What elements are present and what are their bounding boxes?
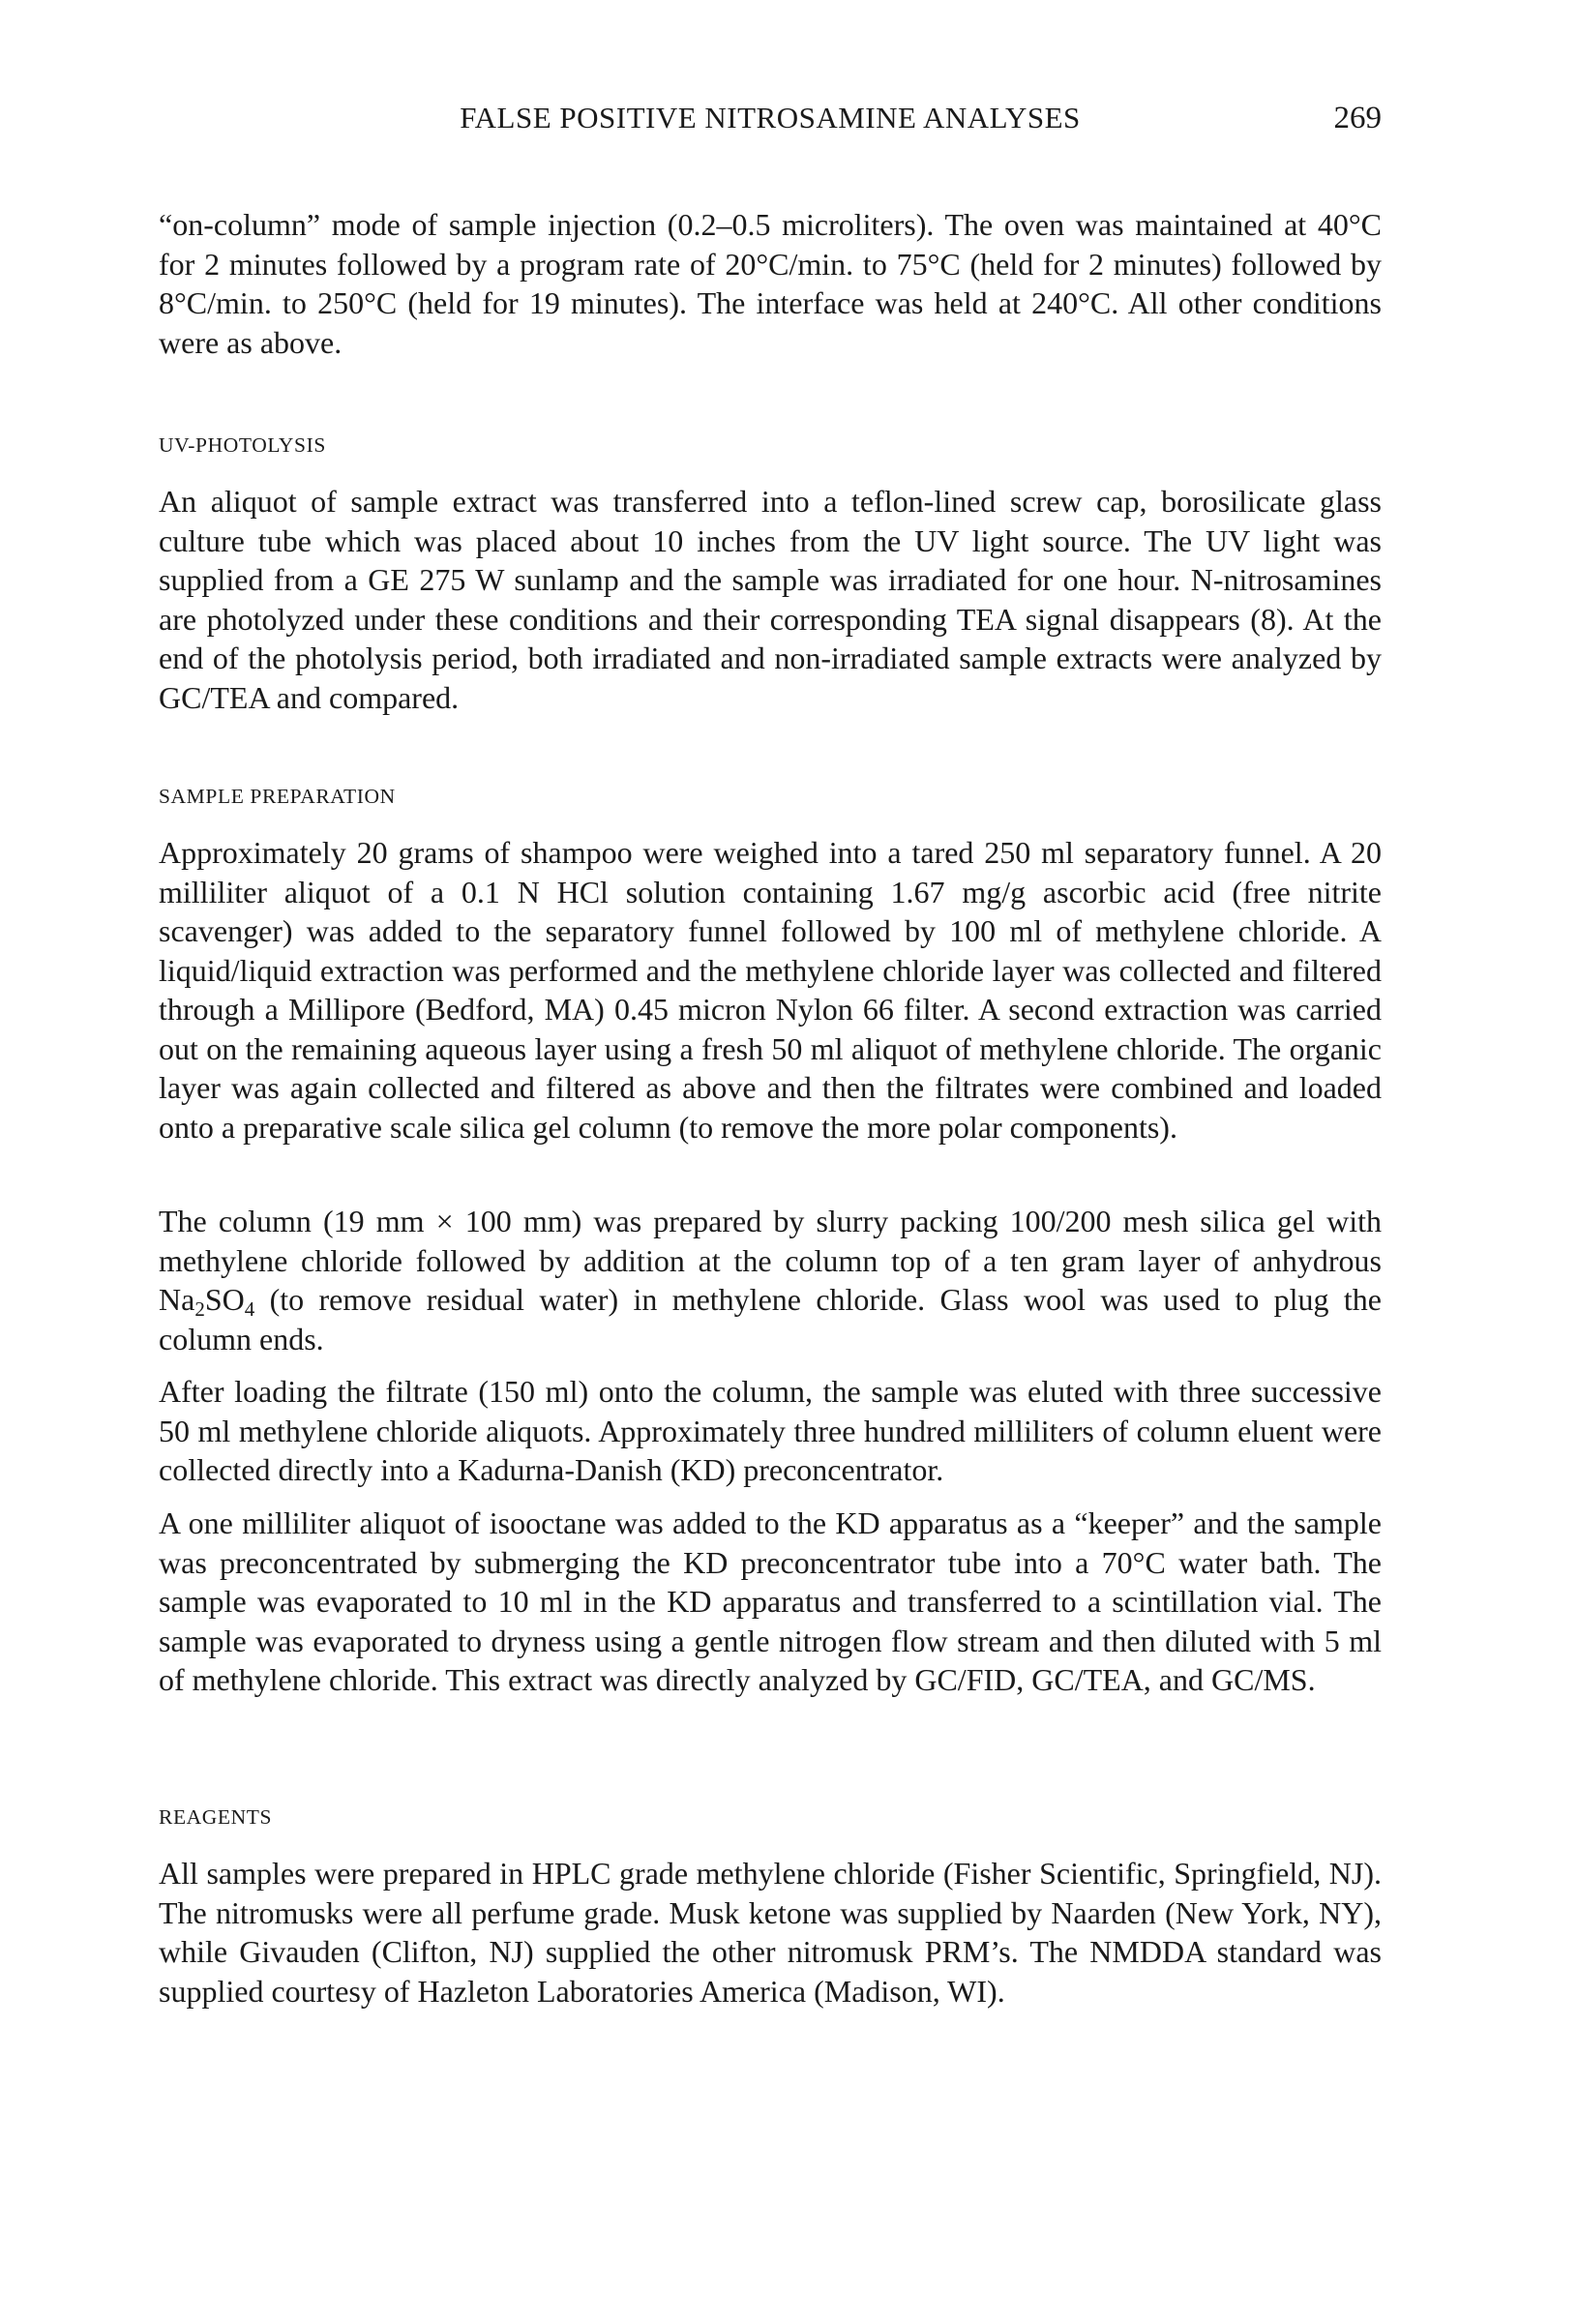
running-title: FALSE POSITIVE NITROSAMINE ANALYSES xyxy=(460,101,1081,134)
intro-section xyxy=(159,205,1382,362)
reagents-paragraph: All samples were prepared in HPLC grade methylene chloride (Fisher Scientific, Springfield, NJ). The nitromusks were all perfume grade. Musk ketone was supplied by Naarden (New York, NY), while Givauden (Clifton, NJ) supplied the other nitromusk PRM’s. The NMDDA standard was supplied courtesy of Hazleton Laboratories America (Madison, WI). xyxy=(159,1856,1382,2009)
sample-preparation-paragraph-2 xyxy=(159,1202,1382,1358)
uv-photolysis-body xyxy=(159,482,1382,717)
paragraph-2-text-mid: SO xyxy=(204,1282,245,1317)
uv-photolysis-section xyxy=(159,433,1382,458)
sample-preparation-body xyxy=(159,833,1382,1147)
sample-preparation-section xyxy=(159,785,1382,809)
section-heading-uv-photolysis: UV-PHOTOLYSIS xyxy=(159,433,326,457)
subscript-4: 4 xyxy=(244,1297,255,1321)
intro-paragraph: “on-column” mode of sample injection (0.2–0.5 microliters). The oven was maintained at 40°C for 2 minutes followed by a program rate of 20°C/min. to 75°C (held for 2 minutes) followed by 8°C/min. to 250°C (held for 19 minutes). The interface was held at 240°C. All other conditions were as above. xyxy=(159,207,1382,360)
sample-preparation-paragraph-1: Approximately 20 grams of shampoo were weighed into a tared 250 ml separatory funnel. A 20 milliliter aliquot of a 0.1 N HCl solution containing 1.67 mg/g ascorbic acid (free nitrite scavenger) was added to the separatory funnel followed by 100 ml of methylene chloride. A liquid/liquid extraction was performed and the methylene chloride layer was collected and filtered through a Millipore (Bedford, MA) 0.45 micron Nylon 66 filter. A second extraction was carried out on the remaining aqueous layer using a fresh 50 ml aliquot of methylene chloride. The organic layer was again collected and filtered as above and then the filtrates were combined and loaded onto a preparative scale silica gel column (to remove the more polar components). xyxy=(159,835,1382,1145)
sample-preparation-paragraph-3: After loading the filtrate (150 ml) onto the column, the sample was eluted with three successive 50 ml methylene chloride aliquots. Approximately three hundred milliliters of column eluent were collected directly into a Kadurna-Danish (KD) preconcentrator. xyxy=(159,1374,1382,1487)
page-number: 269 xyxy=(1333,101,1382,135)
subscript-2: 2 xyxy=(194,1297,205,1321)
running-header xyxy=(159,101,1382,149)
reagents-section xyxy=(159,1805,1382,1830)
sample-preparation-evaporation xyxy=(159,1504,1382,1700)
section-heading-sample-preparation: SAMPLE PREPARATION xyxy=(159,785,396,808)
sample-preparation-elution xyxy=(159,1372,1382,1490)
section-heading-reagents: REAGENTS xyxy=(159,1805,273,1829)
uv-photolysis-paragraph: An aliquot of sample extract was transferred into a teflon-lined screw cap, borosilicate glass culture tube which was placed about 10 inches from the UV light source. The UV light was supplied from a GE 275 W sunlamp and the sample was irradiated for one hour. N-nitrosamines are photolyzed under these conditions and their corresponding TEA signal disappears (8). At the end of the photolysis period, both irradiated and non-irradiated sample extracts were analyzed by GC/TEA and compared. xyxy=(159,484,1382,715)
reagents-body xyxy=(159,1854,1382,2011)
sample-preparation-column xyxy=(159,1202,1382,1358)
paragraph-2-text-before: The column (19 mm × 100 mm) was prepared by slurry packing 100/200 mesh silica gel with methylene chloride followed by addition at the column top of a ten gram layer of anhydrous Na xyxy=(159,1204,1382,1317)
paragraph-2-text-after: (to remove residual water) in methylene chloride. Glass wool was used to plug the column ends. xyxy=(159,1282,1382,1356)
sample-preparation-paragraph-4: A one milliliter aliquot of isooctane was added to the KD apparatus as a “keeper” and the sample was preconcentrated by submerging the KD preconcentrator tube into a 70°C water bath. The sample was evaporated to 10 ml in the KD apparatus and transferred to a scintillation vial. The sample was evaporated to dryness using a gentle nitrogen flow stream and then diluted with 5 ml of methylene chloride. This extract was directly analyzed by GC/FID, GC/TEA, and GC/MS. xyxy=(159,1505,1382,1697)
